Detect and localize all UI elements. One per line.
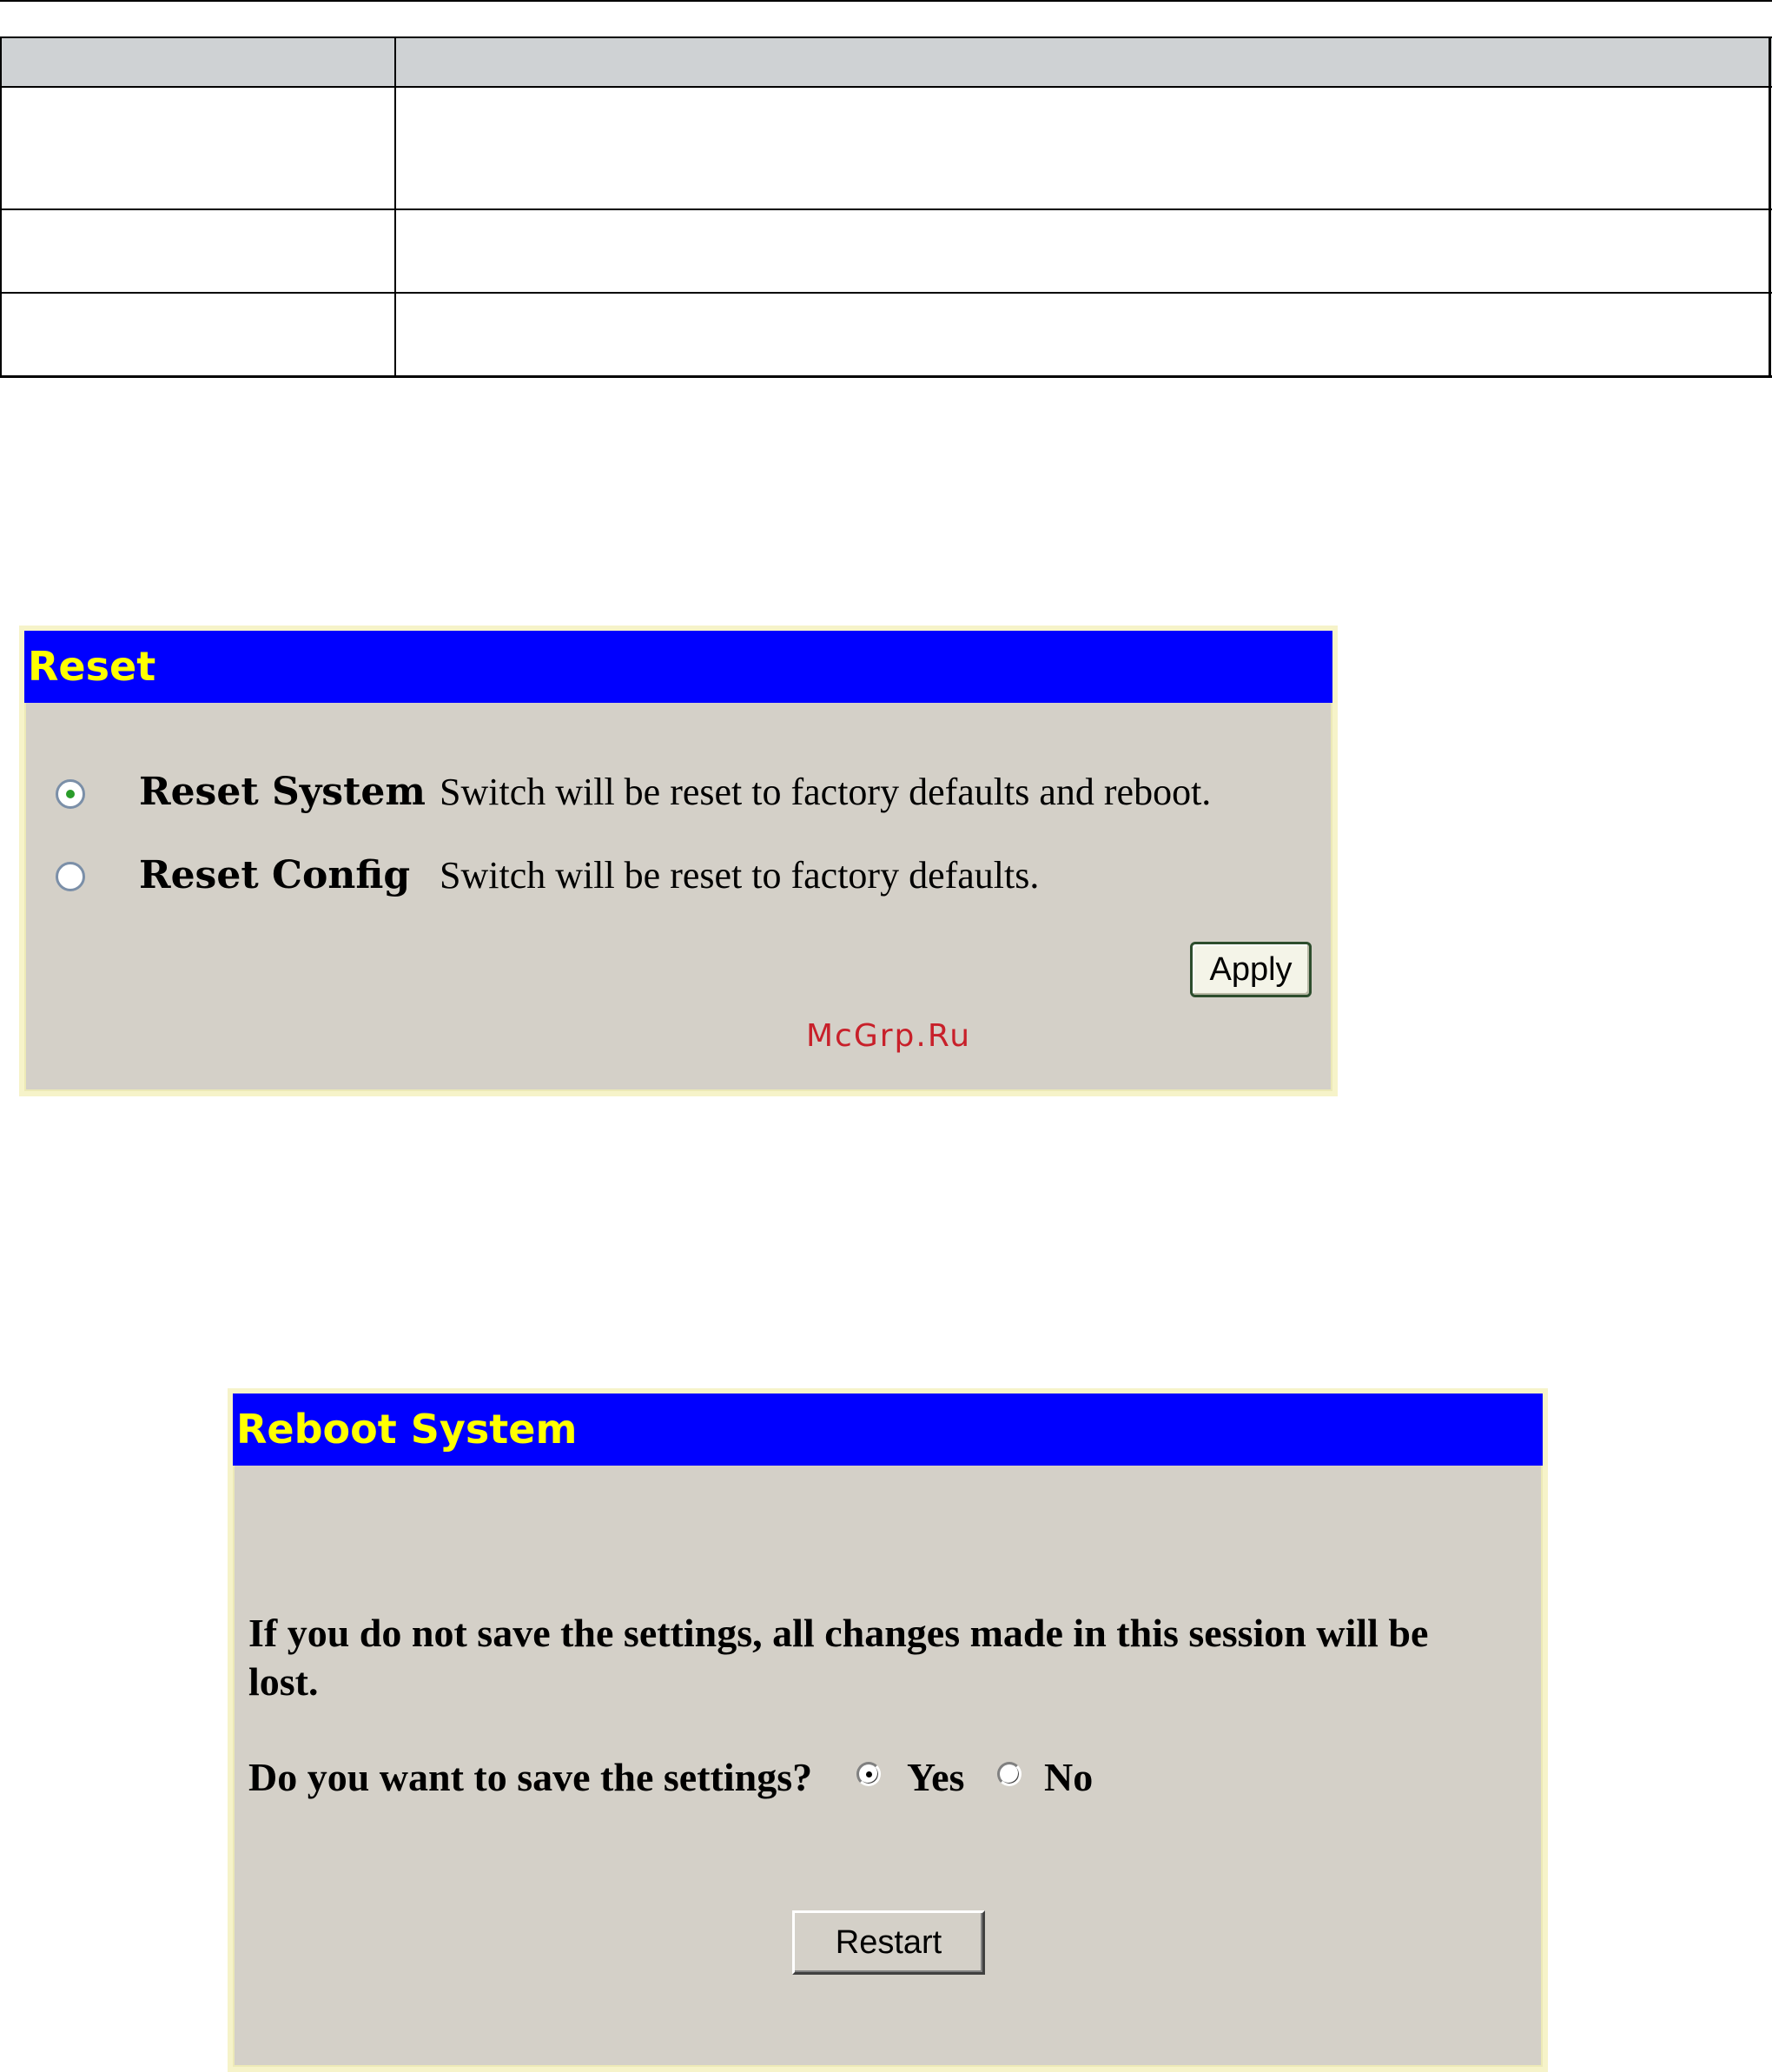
apply-button[interactable]: Apply (1190, 942, 1312, 997)
reboot-panel (228, 1388, 1548, 2072)
watermark: McGrp.Ru (806, 1018, 972, 1054)
reboot-panel-title: Reboot System (233, 1393, 1543, 1466)
table-header-description (395, 36, 1772, 87)
save-yes-label: Yes (907, 1755, 965, 1799)
save-settings-question: Do you want to save the settings? (248, 1755, 813, 1799)
reset-system-radio[interactable] (56, 779, 85, 809)
reset-panel-title: Reset (24, 631, 1332, 703)
reset-system-description: Switch will be reset to factory defaults and reboot. (440, 771, 1212, 813)
restart-button[interactable]: Restart (792, 1910, 985, 1975)
table-row (0, 88, 1772, 209)
table-row (0, 210, 1772, 292)
save-no-radio[interactable] (997, 1762, 1022, 1786)
reset-panel (19, 626, 1338, 1096)
reset-config-radio[interactable] (56, 862, 85, 891)
table-row (0, 294, 1772, 375)
top-rule (0, 0, 1772, 2)
parameter-table (0, 36, 1772, 378)
reboot-warning-message: If you do not save the settings, all changes made in this session will be lost. (248, 1611, 1429, 1704)
save-yes-radio[interactable] (856, 1762, 881, 1786)
reset-system-label: Reset System (139, 770, 426, 814)
table-header-parameter (0, 36, 395, 87)
save-no-label: No (1044, 1755, 1094, 1799)
reset-config-description: Switch will be reset to factory defaults. (440, 854, 1040, 897)
reset-config-label: Reset Config (139, 853, 411, 897)
